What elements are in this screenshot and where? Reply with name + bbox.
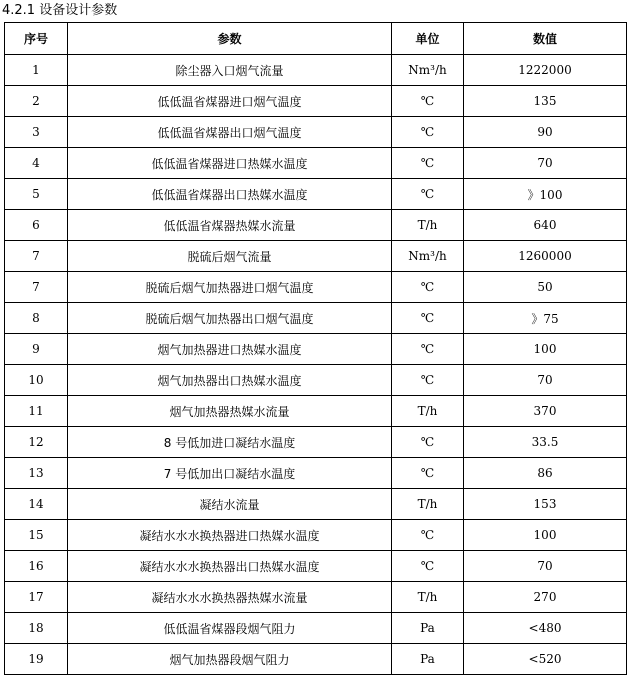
- cell-unit: ℃: [392, 117, 464, 148]
- cell-value: 90: [464, 117, 627, 148]
- cell-unit: ℃: [392, 179, 464, 210]
- cell-value: 135: [464, 86, 627, 117]
- cell-param: 凝结水水水换热器进口热媒水温度: [68, 520, 392, 551]
- cell-unit: T/h: [392, 489, 464, 520]
- cell-no: 3: [5, 117, 68, 148]
- cell-no: 5: [5, 179, 68, 210]
- cell-no: 4: [5, 148, 68, 179]
- cell-value: <480: [464, 613, 627, 644]
- cell-param: 烟气加热器热媒水流量: [68, 396, 392, 427]
- cell-unit: ℃: [392, 86, 464, 117]
- cell-no: 8: [5, 303, 68, 334]
- table-body: [5, 55, 627, 675]
- table-row: [5, 582, 627, 613]
- table-row: [5, 179, 627, 210]
- cell-param: 低低温省煤器热媒水流量: [68, 210, 392, 241]
- cell-param: 脱硫后烟气加热器出口烟气温度: [68, 303, 392, 334]
- cell-value: 100: [464, 334, 627, 365]
- cell-unit: Pa: [392, 644, 464, 675]
- cell-no: 17: [5, 582, 68, 613]
- cell-no: 12: [5, 427, 68, 458]
- cell-unit: Pa: [392, 613, 464, 644]
- table-row: [5, 86, 627, 117]
- cell-no: 1: [5, 55, 68, 86]
- cell-value: 70: [464, 365, 627, 396]
- table-row: [5, 55, 627, 86]
- table-row: [5, 458, 627, 489]
- cell-no: 6: [5, 210, 68, 241]
- cell-value: 》100: [464, 179, 627, 210]
- cell-value: 1222000: [464, 55, 627, 86]
- cell-param: 凝结水流量: [68, 489, 392, 520]
- cell-unit: T/h: [392, 396, 464, 427]
- cell-no: 18: [5, 613, 68, 644]
- table-row: [5, 303, 627, 334]
- design-parameters-table: [4, 22, 627, 675]
- cell-no: 9: [5, 334, 68, 365]
- table-row: [5, 241, 627, 272]
- cell-value: 50: [464, 272, 627, 303]
- header-no: 序号: [5, 23, 68, 55]
- table-row: [5, 396, 627, 427]
- cell-value: 153: [464, 489, 627, 520]
- table-row: [5, 489, 627, 520]
- cell-value: 33.5: [464, 427, 627, 458]
- cell-unit: T/h: [392, 210, 464, 241]
- table-row: [5, 644, 627, 675]
- cell-unit: ℃: [392, 334, 464, 365]
- cell-no: 10: [5, 365, 68, 396]
- table-row: [5, 520, 627, 551]
- table-row: [5, 551, 627, 582]
- cell-param: 烟气加热器进口热媒水温度: [68, 334, 392, 365]
- table-row: [5, 334, 627, 365]
- table-row: [5, 210, 627, 241]
- table-row: [5, 117, 627, 148]
- cell-unit: ℃: [392, 551, 464, 582]
- cell-unit: ℃: [392, 148, 464, 179]
- cell-param: 8 号低加进口凝结水温度: [68, 427, 392, 458]
- table-row: [5, 613, 627, 644]
- cell-value: 640: [464, 210, 627, 241]
- cell-param: 凝结水水水换热器热媒水流量: [68, 582, 392, 613]
- cell-param: 烟气加热器段烟气阻力: [68, 644, 392, 675]
- cell-no: 16: [5, 551, 68, 582]
- cell-value: 》75: [464, 303, 627, 334]
- cell-unit: T/h: [392, 582, 464, 613]
- cell-value: <520: [464, 644, 627, 675]
- cell-unit: ℃: [392, 303, 464, 334]
- cell-no: 14: [5, 489, 68, 520]
- table-row: [5, 272, 627, 303]
- cell-value: 100: [464, 520, 627, 551]
- cell-unit: ℃: [392, 272, 464, 303]
- cell-value: 1260000: [464, 241, 627, 272]
- cell-param: 低低温省煤器出口热媒水温度: [68, 179, 392, 210]
- table-header-row: [5, 23, 627, 55]
- table-row: [5, 427, 627, 458]
- cell-param: 脱硫后烟气加热器进口烟气温度: [68, 272, 392, 303]
- cell-unit: ℃: [392, 427, 464, 458]
- cell-param: 低低温省煤器出口烟气温度: [68, 117, 392, 148]
- cell-unit: ℃: [392, 365, 464, 396]
- cell-value: 70: [464, 148, 627, 179]
- header-unit: 单位: [392, 23, 464, 55]
- section-heading: 4.2.1 设备设计参数: [2, 3, 118, 18]
- cell-param: 凝结水水水换热器出口热媒水温度: [68, 551, 392, 582]
- cell-param: 7 号低加出口凝结水温度: [68, 458, 392, 489]
- cell-param: 低低温省煤器段烟气阻力: [68, 613, 392, 644]
- header-param: 参数: [68, 23, 392, 55]
- cell-value: 86: [464, 458, 627, 489]
- cell-no: 11: [5, 396, 68, 427]
- cell-unit: Nm³/h: [392, 55, 464, 86]
- cell-no: 19: [5, 644, 68, 675]
- cell-param: 除尘器入口烟气流量: [68, 55, 392, 86]
- cell-unit: ℃: [392, 520, 464, 551]
- cell-param: 低低温省煤器进口烟气温度: [68, 86, 392, 117]
- cell-value: 370: [464, 396, 627, 427]
- table-row: [5, 365, 627, 396]
- cell-unit: ℃: [392, 458, 464, 489]
- cell-value: 70: [464, 551, 627, 582]
- cell-unit: Nm³/h: [392, 241, 464, 272]
- cell-no: 7: [5, 272, 68, 303]
- cell-param: 烟气加热器出口热媒水温度: [68, 365, 392, 396]
- cell-no: 13: [5, 458, 68, 489]
- cell-param: 脱硫后烟气流量: [68, 241, 392, 272]
- cell-no: 2: [5, 86, 68, 117]
- table-row: [5, 148, 627, 179]
- cell-value: 270: [464, 582, 627, 613]
- header-value: 数值: [464, 23, 627, 55]
- cell-param: 低低温省煤器进口热媒水温度: [68, 148, 392, 179]
- cell-no: 7: [5, 241, 68, 272]
- cell-no: 15: [5, 520, 68, 551]
